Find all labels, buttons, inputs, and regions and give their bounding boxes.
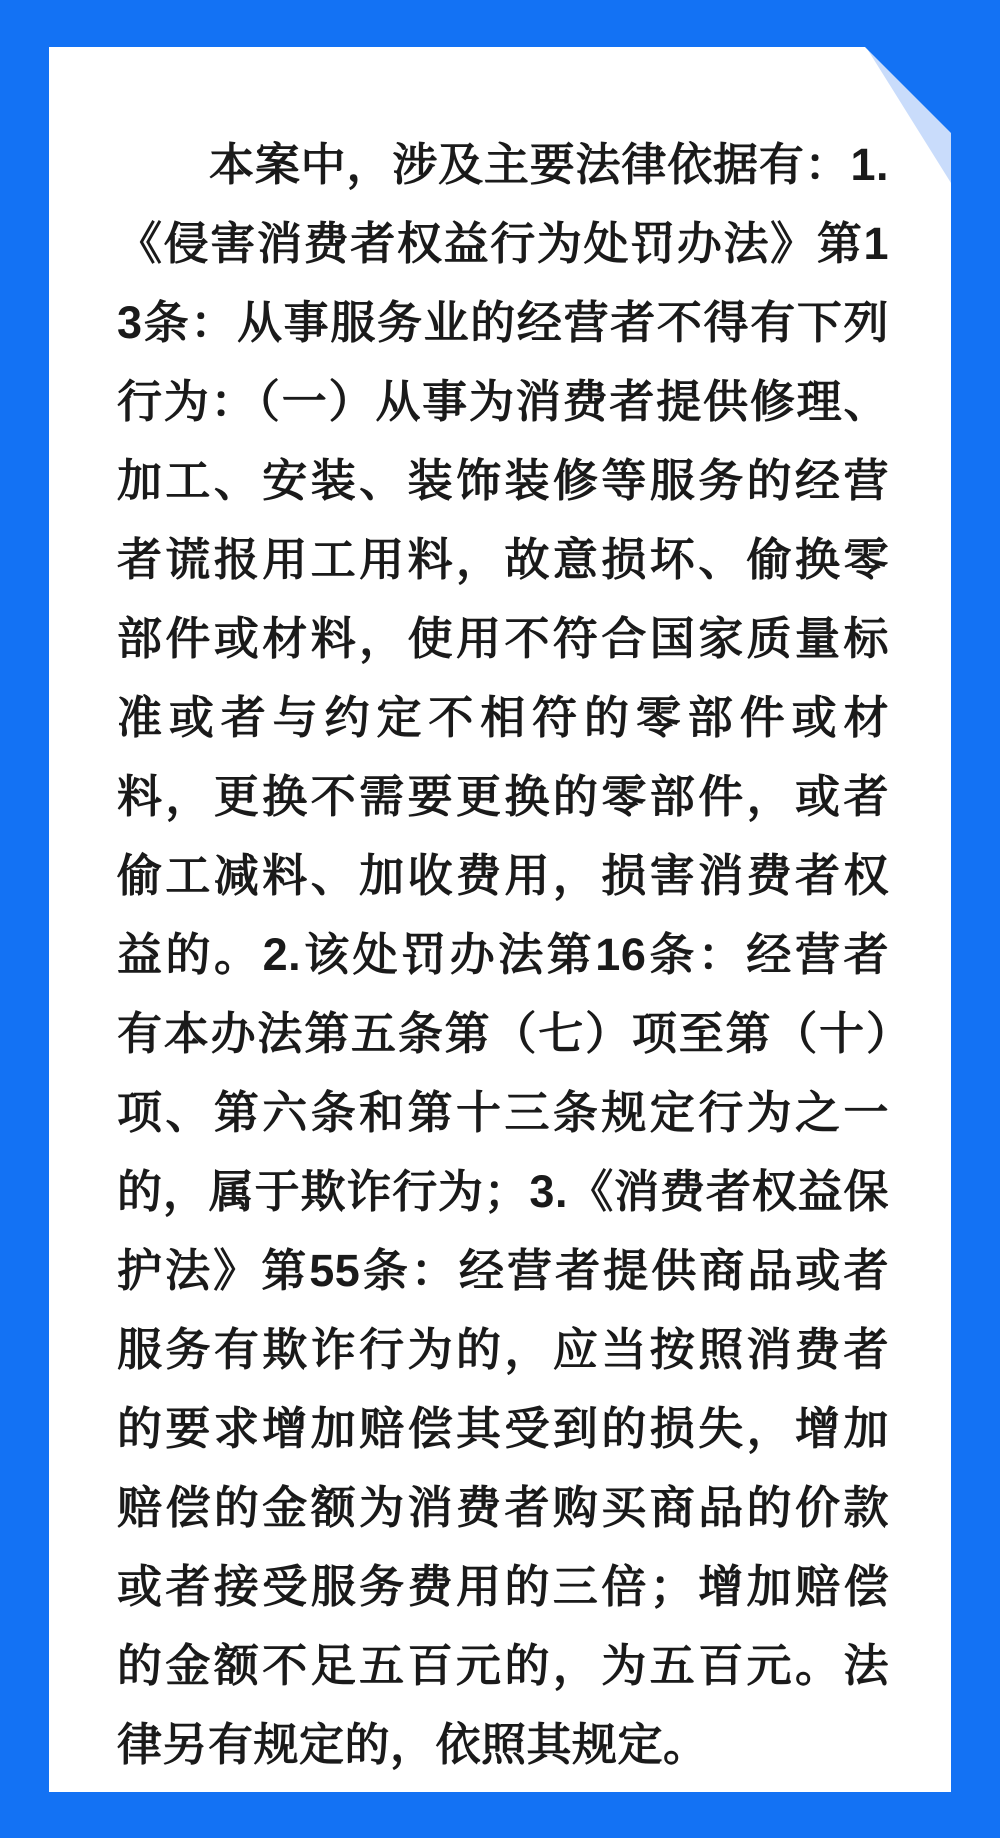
document-card (49, 47, 951, 1792)
document-body-text: 本案中，涉及主要法律依据有：1.《侵害消费者权益行为处罚办法》第13条：从事服务业的经营者不得有下列行为：（一）从事为消费者提供修理、加工、安装、装饰装修等服务的经营者谎报用工用料，故意损坏、偷换零部件或材料，使用不符合国家质量标准或者与约定不相符的零部件或材料，更换不需要更换的零部件，或者偷工减料、加收费用，损害消费者权益的。2.该处罚办法第16条：经营者有本办法第五条第（七）项至第（十）项、第六条和第十三条规定行为之一的，属于欺诈行为；3.《消费者权益保护法》第55条：经营者提供商品或者服务有欺诈行为的，应当按照消费者的要求增加赔偿其受到的损失，增加赔偿的金额为消费者购买商品的价款或者接受服务费用的三倍；增加赔偿的金额不足五百元的，为五百元。法律另有规定的，依照其规定。 (117, 139, 889, 1770)
